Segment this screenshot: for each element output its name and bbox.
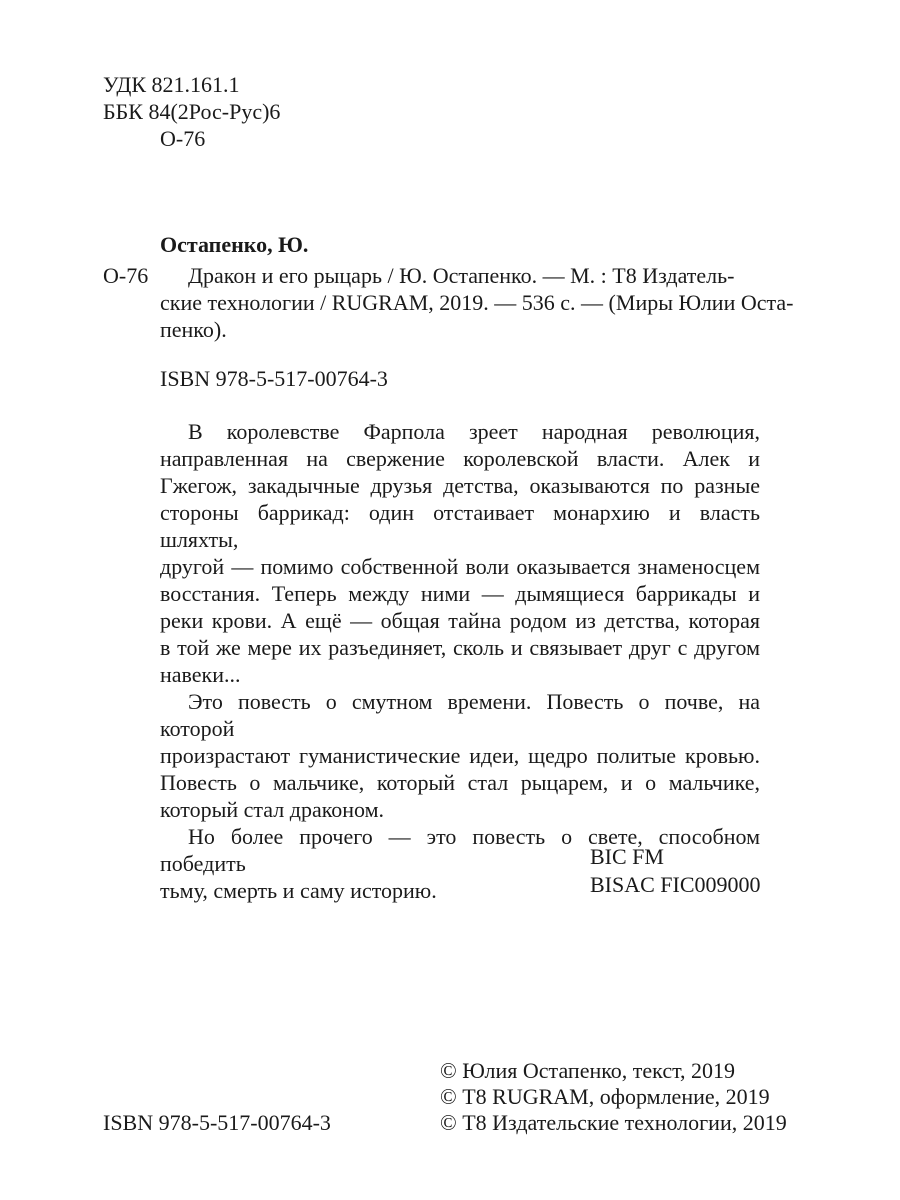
copyright-block: [440, 1058, 787, 1136]
annotation: [160, 418, 760, 904]
bic-code: BIC FM: [590, 844, 664, 869]
isbn: ISBN 978-5-517-00764-3: [160, 366, 388, 391]
annotation-line: навеки...: [160, 662, 241, 687]
copyright-line: © Юлия Остапенко, текст, 2019: [440, 1058, 736, 1083]
subject-codes: [590, 843, 761, 899]
record-mark: О-76: [103, 263, 149, 288]
annotation-line: другой — помимо собственной воли оказывается знаменосцем: [160, 554, 760, 579]
copyright-line: © Т8 RUGRAM, оформление, 2019: [440, 1084, 770, 1109]
bbk-code: ББК 84(2Рос-Рус)6: [103, 99, 281, 124]
annotation-line: реки крови. А ещё — общая тайна родом из детства, которая: [160, 608, 760, 633]
footer-isbn: ISBN 978-5-517-00764-3: [103, 1110, 331, 1135]
annotation-paragraph: [160, 688, 760, 823]
author-mark: О-76: [160, 126, 206, 151]
description-line: пенко).: [160, 317, 227, 342]
bisac-code: BISAC FIC009000: [590, 872, 761, 897]
annotation-line: Но более прочего — это повесть о свете, способном победить: [160, 824, 760, 876]
copyright-line: © Т8 Издательские технологии, 2019: [440, 1110, 787, 1135]
annotation-line: Повесть о мальчике, который стал рыцарем, и о мальчике,: [160, 770, 760, 795]
annotation-line: произрастают гуманистические идеи, щедро политые кровью.: [160, 743, 760, 768]
annotation-line: в той же мере их разъединяет, сколь и связывает друг с другом: [160, 635, 760, 660]
description-line: Дракон и его рыцарь / Ю. Остапенко. — М. : Т8 Издатель-: [188, 263, 735, 288]
udk-code: УДК 821.161.1: [103, 72, 240, 97]
annotation-line: тьму, смерть и саму историю.: [160, 878, 437, 903]
author-name: Остапенко, Ю.: [160, 232, 309, 257]
annotation-line: стороны баррикад: один отстаивает монархию и власть шляхты,: [160, 500, 760, 552]
annotation-line: Гжегож, закадычные друзья детства, оказываются по разные: [160, 473, 760, 498]
annotation-line: восстания. Теперь между ними — дымящиеся баррикады и: [160, 581, 760, 606]
annotation-line: Это повесть о смутном времени. Повесть о почве, на которой: [160, 689, 760, 741]
annotation-line: который стал драконом.: [160, 797, 385, 822]
annotation-line: В королевстве Фарпола зреет народная революция,: [188, 419, 760, 444]
annotation-paragraph: [160, 418, 760, 688]
annotation-line: направленная на свержение королевской власти. Алек и: [160, 446, 760, 471]
description-line: ские технологии / RUGRAM, 2019. — 536 с. — (Миры Юлии Оста-: [160, 290, 794, 315]
